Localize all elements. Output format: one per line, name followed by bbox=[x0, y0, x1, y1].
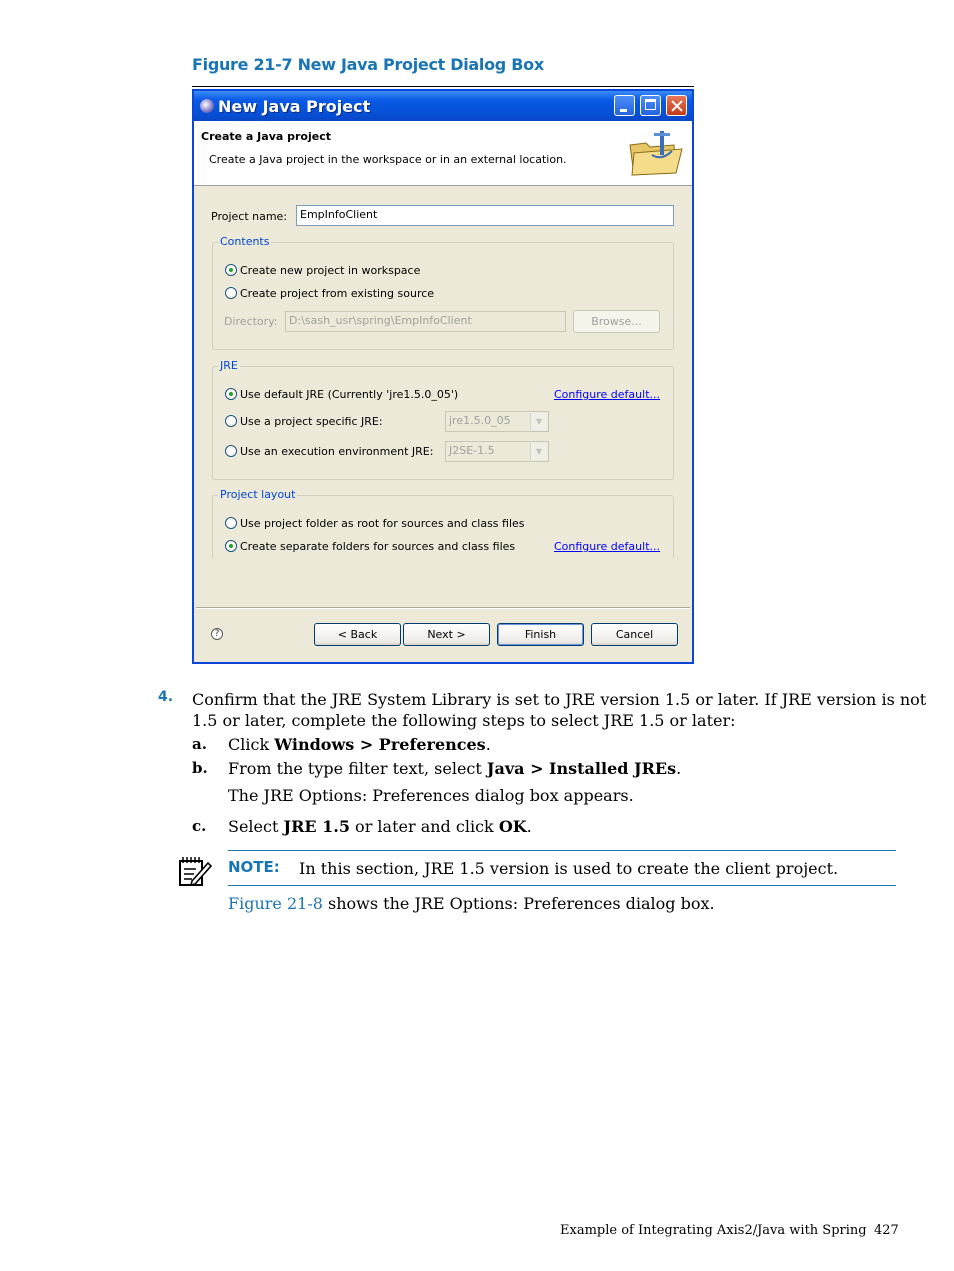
execution-env-select[interactable] bbox=[445, 441, 549, 462]
substep-a-text2: . bbox=[485, 735, 491, 754]
execution-env-label: Use an execution environment JRE: bbox=[240, 445, 434, 458]
substep-c-text bbox=[228, 816, 532, 837]
note-icon bbox=[178, 855, 212, 887]
substep-c-text1: Select bbox=[228, 817, 284, 836]
substep-a-bold: Windows > Preferences bbox=[274, 735, 486, 754]
dialog-titlebar[interactable] bbox=[194, 91, 692, 121]
folder-root-label: Use project folder as root for sources and class files bbox=[240, 517, 525, 530]
create-new-project-radio[interactable] bbox=[225, 264, 237, 276]
substep-b-text bbox=[228, 758, 681, 779]
minimize-button[interactable] bbox=[614, 95, 635, 116]
separate-folders-radio[interactable] bbox=[225, 540, 237, 552]
finish-button[interactable]: Finish bbox=[497, 623, 584, 646]
note-label: NOTE: bbox=[228, 858, 280, 876]
help-icon[interactable]: ? bbox=[211, 628, 223, 640]
existing-source-radio[interactable] bbox=[225, 287, 237, 299]
note-text: In this section, JRE 1.5 version is used to create the client project. bbox=[299, 859, 839, 878]
substep-a-text1: Click bbox=[228, 735, 275, 754]
execution-env-value: J2SE-1.5 bbox=[449, 444, 495, 457]
browse-button[interactable]: Browse... bbox=[573, 310, 660, 333]
execution-env-radio[interactable] bbox=[225, 445, 237, 457]
substep-b-result: The JRE Options: Preferences dialog box appears. bbox=[228, 786, 634, 805]
directory-input[interactable]: D:\sash_usr\spring\EmpInfoClient bbox=[285, 311, 566, 332]
new-java-project-dialog bbox=[192, 89, 694, 664]
folder-root-radio[interactable] bbox=[225, 517, 237, 529]
wizard-header bbox=[194, 121, 692, 186]
dialog-title: New Java Project bbox=[218, 97, 371, 116]
eclipse-icon bbox=[200, 99, 214, 113]
step-text-line1: Confirm that the JRE System Library is set to JRE version 1.5 or later. If JRE version is not bbox=[192, 690, 927, 709]
chevron-down-icon: ▼ bbox=[530, 443, 547, 460]
separate-folders-label: Create separate folders for sources and class files bbox=[240, 540, 516, 553]
step-text-line2: 1.5 or later, complete the following steps to select JRE 1.5 or later: bbox=[192, 711, 736, 730]
jre-configure-default-link[interactable]: Configure default... bbox=[554, 388, 661, 401]
close-button[interactable] bbox=[666, 95, 687, 116]
substep-b-text2: . bbox=[676, 759, 682, 778]
project-name-label: Project name: bbox=[211, 210, 288, 223]
note-top-rule bbox=[228, 850, 896, 851]
wizard-title: Create a Java project bbox=[201, 130, 331, 143]
note-bottom-rule bbox=[228, 885, 896, 886]
specific-jre-label: Use a project specific JRE: bbox=[240, 415, 383, 428]
page-number: 427 bbox=[874, 1223, 899, 1238]
chevron-down-icon: ▼ bbox=[530, 413, 547, 430]
footer-section-title: Example of Integrating Axis2/Java with Spring bbox=[560, 1223, 867, 1238]
substep-c-bold2: OK bbox=[498, 817, 527, 836]
substep-c-bold1: JRE 1.5 bbox=[283, 817, 350, 836]
next-button[interactable]: Next > bbox=[403, 623, 490, 646]
back-button[interactable]: < Back bbox=[314, 623, 401, 646]
maximize-icon bbox=[641, 96, 660, 115]
project-layout-group-title: Project layout bbox=[220, 488, 296, 501]
cancel-button[interactable]: Cancel bbox=[591, 623, 678, 646]
substep-b-text1: From the type filter text, select bbox=[228, 759, 487, 778]
java-project-folder-icon bbox=[626, 129, 686, 179]
figure-reference-sentence bbox=[228, 893, 715, 914]
substep-c-text3: . bbox=[526, 817, 532, 836]
substep-b-label: b. bbox=[192, 759, 208, 777]
contents-group-title: Contents bbox=[220, 235, 270, 248]
project-name-input[interactable]: EmpInfoClient bbox=[296, 205, 674, 226]
jre-group-title: JRE bbox=[220, 359, 238, 372]
substep-c-text2: or later and click bbox=[349, 817, 499, 836]
figure-reference-text: shows the JRE Options: Preferences dialog box. bbox=[322, 894, 715, 913]
figure-21-8-link[interactable]: Figure 21-8 bbox=[228, 894, 323, 913]
default-jre-radio[interactable] bbox=[225, 388, 237, 400]
existing-source-label: Create project from existing source bbox=[240, 287, 435, 300]
directory-label: Directory: bbox=[224, 315, 278, 328]
specific-jre-radio[interactable] bbox=[225, 415, 237, 427]
step-number: 4. bbox=[158, 689, 174, 705]
close-icon bbox=[667, 96, 686, 115]
substep-a-text bbox=[228, 734, 491, 755]
maximize-button[interactable] bbox=[640, 95, 661, 116]
default-jre-label: Use default JRE (Currently 'jre1.5.0_05') bbox=[240, 388, 459, 401]
wizard-description: Create a Java project in the workspace or in an external location. bbox=[209, 153, 567, 166]
button-bar-separator bbox=[196, 607, 690, 609]
minimize-icon bbox=[615, 96, 634, 115]
create-new-project-label: Create new project in workspace bbox=[240, 264, 421, 277]
layout-configure-default-link[interactable]: Configure default... bbox=[554, 540, 661, 553]
caption-rule bbox=[192, 86, 694, 87]
figure-caption: Figure 21-7 New Java Project Dialog Box bbox=[192, 55, 544, 74]
substep-a-label: a. bbox=[192, 735, 207, 753]
substep-b-bold: Java > Installed JREs bbox=[486, 759, 677, 778]
specific-jre-select[interactable] bbox=[445, 411, 549, 432]
substep-c-label: c. bbox=[192, 817, 207, 835]
specific-jre-value: jre1.5.0_05 bbox=[449, 414, 511, 427]
